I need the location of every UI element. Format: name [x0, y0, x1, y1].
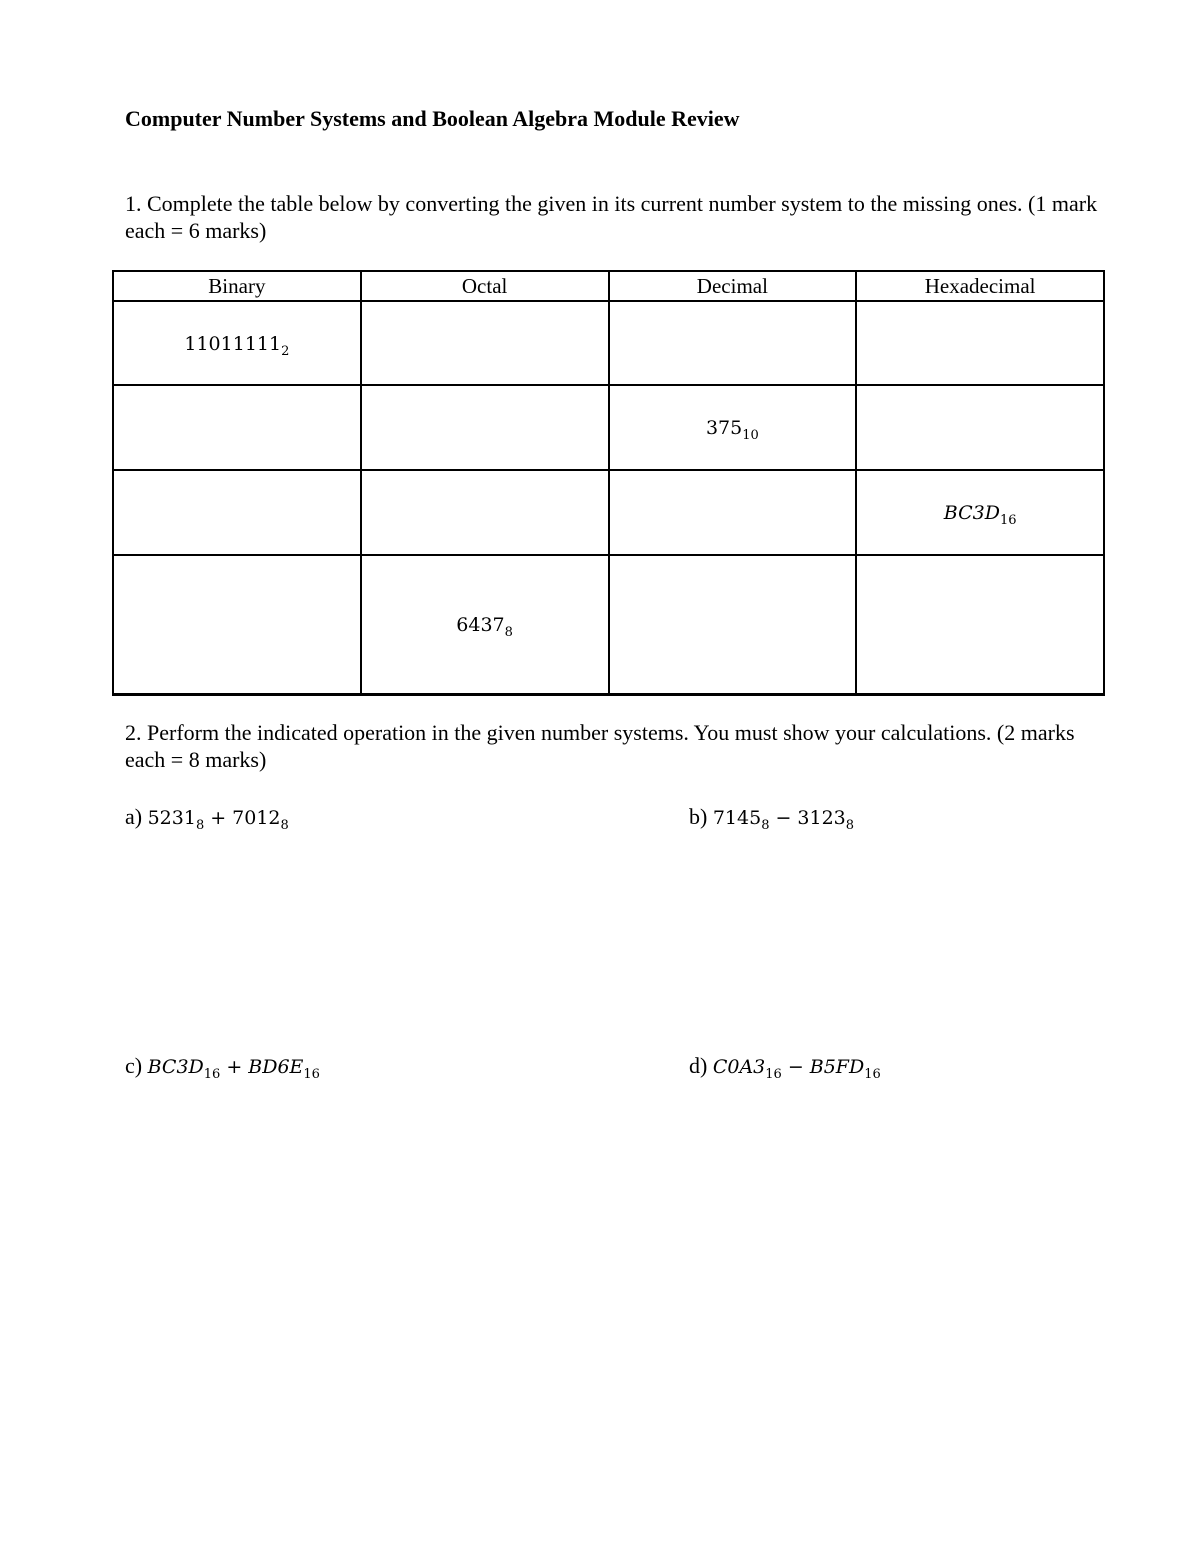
problem-a	[125, 804, 289, 833]
table-header-row	[113, 271, 1104, 301]
problem-b	[689, 804, 855, 833]
question-2-text: 2. Perform the indicated operation in the given number systems. You must show your calculations. (2 marks each = 8 marks)	[125, 720, 1075, 772]
header-decimal: Decimal	[609, 271, 857, 301]
answer-cell[interactable]	[361, 385, 609, 470]
answer-cell[interactable]	[113, 555, 361, 695]
answer-cell[interactable]	[361, 470, 609, 555]
problem-b-label: b)	[689, 804, 708, 829]
header-hexadecimal: Hexadecimal	[856, 271, 1104, 301]
table-row	[113, 385, 1104, 470]
answer-cell[interactable]	[856, 555, 1104, 695]
given-decimal-value: $375_{10}$	[705, 417, 759, 443]
question-1-text: 1. Complete the table below by converting the given in its current number system to the missing ones. (1 mark each = 6 marks)	[125, 191, 1098, 243]
given-hex-cell	[856, 470, 1104, 555]
answer-cell[interactable]	[856, 301, 1104, 385]
given-octal-cell	[361, 555, 609, 695]
problem-a-label: a)	[125, 804, 143, 829]
problem-c-label: c)	[125, 1053, 143, 1078]
given-octal-value: $6437_8$	[456, 614, 513, 640]
given-binary-value: $11011111_2$	[184, 332, 290, 359]
header-binary: Binary	[113, 271, 361, 301]
problem-a-expression: $5231_8 + 7012_8$	[147, 807, 289, 833]
answer-cell[interactable]	[113, 470, 361, 555]
problem-d-expression: $C0A3_{16} - B5FD_{16}$	[712, 1056, 881, 1082]
header-octal: Octal	[361, 271, 609, 301]
table-row	[113, 555, 1104, 695]
problem-c	[125, 1053, 320, 1082]
answer-cell[interactable]	[609, 555, 857, 695]
problem-b-expression: $7145_8 - 3123_8$	[712, 807, 855, 833]
given-binary-cell	[113, 301, 361, 385]
given-decimal-cell	[609, 385, 857, 470]
problem-d	[689, 1053, 881, 1082]
document-title: Computer Number Systems and Boolean Algebra Module Review	[125, 106, 740, 131]
problem-c-expression: $BC3D_{16} + BD6E_{16}$	[147, 1056, 320, 1082]
answer-cell[interactable]	[609, 301, 857, 385]
conversion-table	[112, 270, 1105, 696]
table-row	[113, 470, 1104, 555]
answer-cell[interactable]	[361, 301, 609, 385]
problem-d-label: d)	[689, 1053, 708, 1078]
answer-cell[interactable]	[856, 385, 1104, 470]
answer-cell[interactable]	[113, 385, 361, 470]
answer-cell[interactable]	[609, 470, 857, 555]
table-row	[113, 301, 1104, 385]
given-hex-value: $BC3D_{16}$	[943, 502, 1017, 528]
